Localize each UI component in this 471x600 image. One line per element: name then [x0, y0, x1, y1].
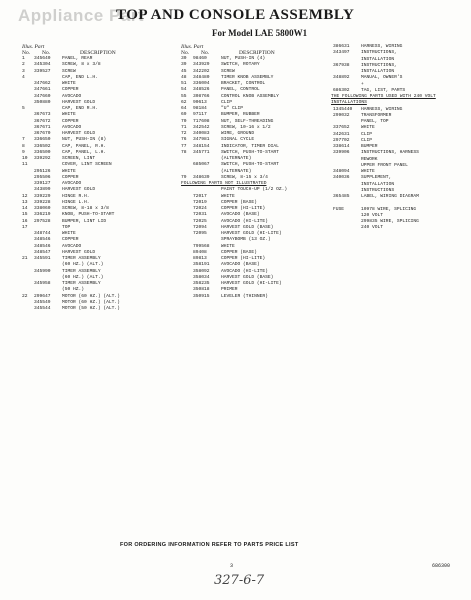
part-description: INDICATOR, TIMER DIAL [221, 143, 279, 149]
part-number: 98460 [193, 56, 207, 61]
document-code: 686300 [432, 563, 451, 569]
illus-number: 17 [22, 224, 28, 230]
part-row [181, 294, 329, 300]
part-description: (60 HZ.) (ALT.) [62, 262, 104, 268]
part-number: 339906 [333, 150, 350, 156]
part-description: COPPER [62, 237, 79, 243]
part-number: 348744 [34, 231, 51, 236]
part-description: AVOCADO (HI-LITE) [221, 268, 268, 274]
part-number: 339292 [34, 156, 51, 161]
part-number: 72019 [193, 199, 207, 205]
part-description: LABEL, WIRING DIAGRAM [361, 194, 419, 199]
part-description: (60 HZ.) (ALT.) [62, 274, 104, 280]
part-number: 72024 [193, 206, 207, 211]
part-number: 347661 [34, 87, 51, 93]
part-number: 340036 [333, 175, 350, 181]
illus-number: 22 [22, 293, 28, 299]
illus-number: 21 [22, 256, 28, 261]
header-illus-part: Illus. Part [22, 44, 45, 50]
header-no-2: No. [42, 50, 51, 56]
part-number: 89813 [193, 256, 207, 261]
part-description: HARNESS, WIRING [361, 106, 403, 112]
part-description: HINGE L.H. [62, 199, 90, 205]
part-description: CAP, END L.H. [62, 74, 98, 80]
part-number: 89408 [193, 249, 207, 255]
illus-number: 1 [22, 56, 25, 61]
part-number: 337652 [333, 125, 350, 131]
part-description: COPPER (HI-LITE) [221, 206, 266, 211]
part-description: TIMER KNOB ASSEMBLY [221, 74, 274, 80]
part-description: MOTOR (60 HZ.) (ALT.) [62, 299, 120, 305]
part-description: SCREW, 8-18 x 3/8 [62, 206, 109, 211]
part-number: 358092 [193, 268, 210, 274]
part-number: 299032 [333, 112, 350, 118]
part-description: NUT, PUSH-IN (4) [221, 56, 266, 61]
part-number: 297702 [333, 137, 350, 143]
part-description: CAP, PANEL, R.H. [62, 143, 107, 149]
part-description: AVOCADO [62, 124, 82, 130]
part-description: "U" CLIP [221, 106, 244, 111]
parts-rows [331, 44, 463, 94]
illus-number: 51 [181, 81, 187, 86]
part-description: TIMER ASSEMBLY [62, 281, 101, 286]
part-number: 717608 [193, 118, 210, 124]
part-description: REWORK [361, 156, 378, 162]
part-number: 348547 [34, 249, 51, 255]
illus-number: 76 [181, 137, 187, 143]
part-description: SWITCH, ROTARY [221, 62, 260, 68]
part-description: WHITE [62, 81, 76, 86]
watermark: Appliance Part [18, 6, 145, 25]
part-number: 90613 [193, 99, 207, 105]
part-description: INSTRUCTIONS, [361, 62, 397, 68]
illus-number: 2 [22, 62, 25, 68]
part-number: 339527 [34, 68, 51, 74]
part-number: 345990 [34, 268, 51, 274]
part-number: 308766 [193, 93, 210, 99]
part-description: WHITE [361, 125, 375, 131]
part-number: 336500 [34, 149, 51, 155]
part-description: SWITCH, PUSH-TO-START [221, 162, 279, 168]
part-description: BUMPER [361, 144, 378, 149]
part-number: 342542 [193, 124, 210, 130]
part-number: 367938 [333, 62, 350, 68]
ordering-info-footer: FOR ORDERING INFORMATION REFER TO PARTS PRICE LIST [120, 542, 299, 548]
part-description: AVOCADO [62, 93, 82, 99]
illus-number: 69 [181, 112, 187, 118]
part-description: AVOCADO [62, 181, 82, 186]
part-number: 343899 [34, 187, 51, 193]
parts-column-2 [181, 44, 329, 300]
part-description: BUMPER, RUBBER [221, 112, 260, 118]
part-description: TIMER ASSEMBLY [62, 256, 101, 261]
part-number: 347981 [193, 137, 210, 143]
illus-number: 71 [181, 124, 187, 130]
part-number: 336502 [34, 143, 51, 149]
part-description: PANEL, REAR [62, 56, 93, 61]
illus-number: 8 [22, 143, 25, 149]
part-description: 120 VOLT [361, 212, 384, 218]
part-description: AVOCADO (BASE) [221, 262, 260, 268]
part-description: TOP [62, 224, 71, 230]
part-number: 339229 [34, 193, 51, 199]
part-description: SCREW, 8-15 x 3/4 [221, 174, 268, 180]
part-number: 348892 [333, 75, 350, 81]
part-description: CLIP [361, 131, 373, 137]
part-description: 299835 WIRE, SPLICING [361, 219, 419, 224]
part-number: 348546 [34, 243, 51, 249]
header-illus-part: Illus. Part [181, 44, 204, 50]
part-description: WHITE [221, 193, 235, 199]
part-description: TAG, LIST, PARTS [361, 87, 406, 93]
part-description: WHITE [62, 168, 76, 174]
illus-number: 45 [181, 68, 187, 74]
header-description: DESCRIPTION [80, 50, 116, 56]
illus-number: 77 [181, 143, 187, 149]
part-description: SIGNAL CYCLE [221, 137, 255, 143]
part-description: 240 VOLT [361, 225, 384, 231]
part-description: SCREW, 10-16 x 1/2 [221, 124, 271, 130]
part-description: WIRE, GROUND [221, 131, 255, 136]
part-number: 348546 [34, 237, 51, 243]
illus-number: 10 [22, 156, 28, 161]
part-number: 72094 [193, 224, 207, 230]
part-description: INSTALLATION [361, 69, 395, 74]
illus-number: 55 [181, 93, 187, 99]
illus-number: 39 [181, 62, 187, 68]
illus-number: 12 [22, 193, 28, 199]
section-heading-not-illustrated: FOLLOWING PARTS NOT ILLUSTRATED [181, 181, 267, 186]
part-description: SPRAYBOMB (13 OZ.) [221, 237, 271, 243]
part-description: HARVEST GOLD (BASE) [221, 274, 274, 280]
part-description: HARVEST GOLD [62, 249, 96, 255]
part-description: PANEL, CONTROL [221, 87, 260, 93]
illus-number: 7 [22, 137, 25, 143]
part-number: 345544 [34, 306, 51, 311]
part-description: TRANSFORMER [361, 112, 392, 118]
part-description: 10978 WIRE, SPLICING [361, 206, 417, 212]
part-number: 685067 [193, 162, 210, 168]
page-title: TOP AND CONSOLE ASSEMBLY [116, 7, 355, 23]
part-description: WHITE [361, 169, 375, 174]
part-description: SCREW, 8 x 3/8 [62, 62, 101, 68]
part-number: 345958 [34, 281, 51, 286]
part-description: HARVEST GOLD (BASE) [221, 224, 274, 230]
illus-number: 3 [22, 68, 25, 74]
part-description: UPPER FRONT PANEL [361, 162, 408, 168]
part-description: INSTRUCTIONS [361, 187, 395, 193]
part-description: COPPER [62, 118, 79, 124]
part-description: COPPER [62, 87, 79, 93]
part-row [331, 225, 463, 231]
part-description: PRIMER [221, 287, 238, 293]
part-number: 342202 [193, 68, 210, 74]
illus-number: 4 [22, 74, 25, 80]
part-description: MOTOR (50 HZ.) (ALT.) [62, 306, 120, 311]
part-description: (ALTERNATE) [221, 156, 252, 161]
part-description: WHITE [62, 231, 76, 236]
part-number: 367673 [34, 112, 51, 118]
part-description: NUT, PUSH-IN (8) [62, 137, 107, 143]
page-subtitle: For Model LAE 5800W1 [212, 28, 308, 38]
parts-column-1 [22, 44, 170, 312]
part-number: 345304 [34, 62, 51, 68]
part-number: 98184 [193, 106, 207, 111]
part-description: (50 HZ.) [62, 287, 85, 293]
header-no-2: No. [201, 50, 210, 56]
part-row [331, 88, 463, 94]
illus-number: 70 [181, 118, 187, 124]
illus-number: 13 [22, 199, 28, 205]
part-number: 97117 [193, 112, 207, 118]
part-number: 336004 [193, 81, 210, 86]
part-description: WHITE [62, 112, 76, 118]
part-number: 72031 [193, 212, 207, 218]
parts-rows-not-illustrated [181, 187, 329, 300]
part-number: 348480 [193, 74, 210, 80]
part-description: COPPER (BASE) [221, 249, 257, 255]
part-description: PANEL, TOP [361, 119, 389, 124]
part-description: AVOCADO (BASE) [221, 212, 260, 218]
part-number: 336219 [34, 212, 51, 218]
part-number: 295506 [34, 174, 51, 180]
part-description: LEVELER (THINNER) [221, 293, 268, 299]
parts-rows-240-volt [331, 107, 463, 232]
part-number: 345640 [34, 56, 51, 61]
header-no-1: No. [22, 50, 31, 56]
header-no-1: No. [181, 50, 190, 56]
part-description: MOTOR (60 HZ.) (ALT.) [62, 293, 120, 299]
part-description: SUPPLEMENT, [361, 175, 392, 181]
part-number: 343497 [333, 50, 350, 56]
part-number: 345549 [34, 299, 51, 305]
illus-number: 15 [22, 212, 28, 218]
part-number: 299647 [34, 293, 51, 299]
part-number: 339127 [34, 181, 51, 186]
part-number: 358235 [193, 281, 210, 286]
part-description: COPPER (HI-LITE) [221, 256, 266, 261]
part-number: 358034 [193, 274, 210, 280]
part-number: 350915 [193, 293, 210, 299]
part-row [22, 306, 170, 312]
part-number: 350818 [193, 287, 210, 293]
part-description: TIMER ASSEMBLY [62, 268, 101, 274]
part-number: 686302 [333, 87, 350, 93]
part-description: NUT, SELF-THREADING [221, 118, 274, 124]
part-number: FUSE [333, 206, 345, 212]
parts-rows [22, 56, 170, 312]
part-description: (ALTERNATE) [221, 168, 252, 174]
part-number: 345771 [193, 149, 210, 155]
part-number: 347660 [34, 93, 51, 99]
illus-number: 11 [22, 162, 28, 168]
part-description: CONTROL KNOB ASSEMBLY [221, 93, 279, 99]
part-description: HINGE R.H. [62, 193, 90, 199]
section-heading-240-volt: THE FOLLOWING PARTS USED WITH 240 VOLT INSTALLATIONS [331, 94, 436, 106]
part-description: BRACKET, CONTROL [221, 81, 266, 86]
part-number: 367671 [34, 124, 51, 130]
handwritten-note: 327-6-7 [214, 573, 265, 588]
column-header [22, 44, 170, 56]
part-number: 340083 [193, 131, 210, 136]
illus-number: 30 [181, 56, 187, 61]
part-description: PAINT TOUCH-UP (1/2 OZ.) [221, 187, 288, 193]
part-description: INSTALLATION [361, 181, 395, 187]
part-description: COPPER [62, 174, 79, 180]
part-number: 386631 [333, 44, 350, 49]
part-description: WHITE [221, 243, 235, 249]
illus-number: 5 [22, 106, 25, 111]
part-description: HARVEST GOLD (HI-LITE) [221, 281, 282, 286]
parts-rows [181, 56, 329, 181]
part-description: HARVEST GOLD [62, 131, 96, 136]
part-number: 297528 [34, 218, 51, 224]
illus-number: 54 [181, 87, 187, 93]
illus-number: 62 [181, 99, 187, 105]
part-description: SCREW [221, 68, 235, 74]
part-description: MANUAL, OWNER'S [361, 75, 403, 81]
part-description: CAP, END R.H. [62, 106, 98, 111]
page-number: 3 [230, 563, 234, 569]
part-number: 367672 [34, 118, 51, 124]
part-number: 348094 [333, 169, 350, 174]
parts-column-3 [331, 44, 463, 232]
part-number: 1345440 [333, 106, 353, 112]
part-number: 345591 [34, 256, 51, 261]
part-description: SCREEN, LINT [62, 156, 96, 161]
illus-number: 78 [181, 149, 187, 155]
part-description: AVOCADO (HI-LITE) [221, 218, 268, 224]
part-number: 365485 [333, 194, 350, 199]
illus-number: 9 [22, 149, 25, 155]
part-number: 72025 [193, 218, 207, 224]
part-number: 350880 [34, 99, 51, 105]
column-header [181, 44, 329, 56]
part-number: 348154 [193, 143, 210, 149]
part-number: 343929 [193, 62, 210, 68]
part-description: + [361, 81, 364, 87]
part-description: INSTALLATION [361, 56, 395, 62]
part-description: HARVEST GOLD [62, 99, 96, 105]
illus-number: 79 [181, 174, 187, 180]
part-number: 338060 [34, 206, 51, 211]
illus-number: 72 [181, 131, 187, 136]
part-number: 799568 [193, 243, 210, 249]
part-row [181, 175, 329, 181]
part-description: INSTRUCTIONS, HARNESS [361, 150, 419, 156]
part-number: 339228 [34, 199, 51, 205]
part-number: 348526 [193, 87, 210, 93]
part-number: 348639 [193, 174, 210, 180]
part-description: SWITCH, PUSH-TO-START [221, 149, 279, 155]
illus-number: 14 [22, 206, 28, 211]
part-description: CAP, PANEL, L.H. [62, 149, 107, 155]
part-number: 347662 [34, 81, 51, 86]
part-number: 338614 [333, 144, 350, 149]
part-description: SCREW [62, 68, 76, 74]
illus-number: 64 [181, 106, 187, 111]
part-description: INSTRUCTIONS, [361, 50, 397, 56]
part-description: HARVEST GOLD [62, 187, 96, 193]
part-description: COVER, LINT SCREEN [62, 162, 112, 168]
part-description: CLIP [361, 137, 373, 143]
part-number: 72095 [193, 231, 207, 236]
part-description: HARNESS, WIRING [361, 44, 403, 49]
part-description: HARVEST GOLD (HI-LITE) [221, 231, 282, 236]
part-number: 336650 [34, 137, 51, 143]
header-description: DESCRIPTION [239, 50, 275, 56]
illus-number: 48 [181, 74, 187, 80]
part-number: 367670 [34, 131, 51, 136]
part-description: COPPER (BASE) [221, 199, 257, 205]
part-number: 358191 [193, 262, 210, 268]
part-description: AVOCADO [62, 243, 82, 249]
part-number: 72017 [193, 193, 207, 199]
illus-number: 16 [22, 218, 28, 224]
part-description: CLIP [221, 99, 233, 105]
part-number: 295126 [34, 168, 51, 174]
part-description: BUMPER, LINT LID [62, 218, 107, 224]
part-description: KNOB, PUSH-TO-START [62, 212, 115, 218]
part-number: 342631 [333, 131, 350, 137]
